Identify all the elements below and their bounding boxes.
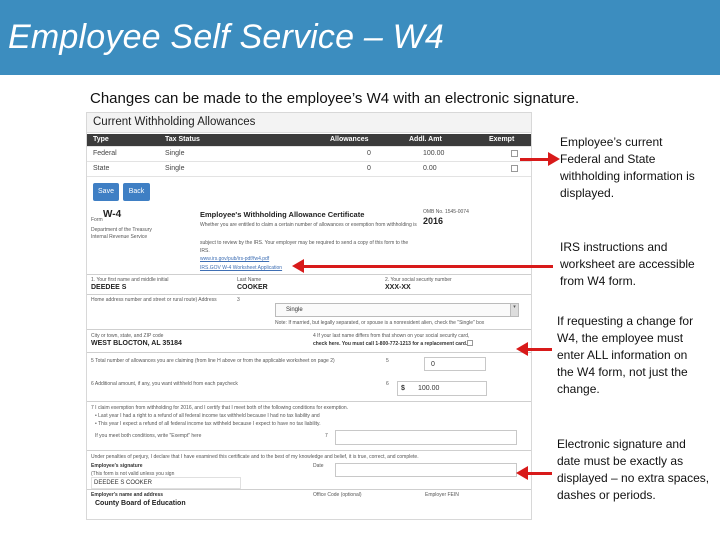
- employer-label: Employer's name and address: [91, 492, 164, 498]
- lastname-diff-line2: check here. You must call 1-800-772-1213 for a replacement card.: [313, 341, 468, 347]
- additional-amount-value: 100.00: [418, 385, 440, 392]
- address-label: Home address number and street or rural route) Address: [91, 297, 217, 303]
- callout-line: enter ALL information on: [557, 348, 688, 362]
- callout-line: withholding information is: [560, 169, 695, 183]
- perjury-statement: Under penalties of perjury, I declare that I have examined this certificate and to the best of my knowledge and belief, it is true, correct, and complete.: [91, 454, 419, 460]
- col-addl-amt: Addl. Amt: [409, 136, 442, 143]
- line7-condition-a: • Last year I had a right to a refund of all federal income tax withheld because I had no tax liability and: [95, 413, 320, 419]
- row-allowances: 0: [367, 165, 371, 172]
- intro-line3: IRS.: [200, 248, 210, 254]
- row-status: Single: [165, 165, 185, 172]
- row-type: State: [93, 165, 110, 172]
- signature-value: DEEDEE S COOKER: [94, 480, 153, 486]
- ssn-value: XXX-XX: [385, 284, 411, 291]
- callout-line: from W4 form.: [560, 274, 637, 288]
- address-number: 3: [237, 297, 240, 303]
- callout-irs: [560, 239, 695, 290]
- arrow-1-line: [520, 158, 550, 161]
- name-label: 1. Your first name and middle initial: [91, 277, 169, 283]
- save-button[interactable]: Save: [93, 183, 119, 201]
- form-label: Form: [91, 217, 103, 223]
- lastname-diff-line1: 4 If your last name differs from that shown on your social security card,: [313, 333, 470, 339]
- withholding-panel-title: Current Withholding Allowances: [93, 116, 256, 128]
- form-number: W-4: [103, 209, 122, 220]
- line6-text: 6 Additional amount, if any, you want withheld from each paycheck: [91, 381, 238, 387]
- dept-line2: Internal Revenue Service: [91, 234, 148, 240]
- line7-condition-b: • This year I expect a refund of all federal income tax withheld because I expect to have no tax liability.: [95, 421, 321, 427]
- allowances-value: 0: [431, 361, 435, 368]
- row-addl: 100.00: [423, 150, 445, 157]
- line5-text: 5 Total number of allowances you are claiming (from line H above or from the applicable worksheet on page 2): [91, 358, 335, 364]
- col-tax-status: Tax Status: [165, 136, 200, 143]
- arrow-2-line: [303, 265, 553, 268]
- ssn-label: 2. Your social security number: [385, 277, 452, 283]
- intro-line1: Whether you are entitled to claim a certain number of allowances or exemption from withholding is: [200, 222, 417, 228]
- line5-number: 5: [386, 358, 389, 364]
- line7-number: 7: [325, 433, 328, 439]
- line6-number: 6: [386, 381, 389, 387]
- callout-line: worksheet are accessible: [560, 257, 695, 271]
- callout-line: Federal and State: [560, 152, 656, 166]
- city-value[interactable]: WEST BLOCTON, AL 35184: [91, 340, 182, 347]
- filing-note: Note: If married, but legally separated, or spouse is a nonresident alien, check the "Single" box: [275, 320, 485, 326]
- callout-line: displayed – no extra spaces,: [557, 471, 710, 485]
- row-addl: 0.00: [423, 165, 437, 172]
- back-button[interactable]: Back: [123, 183, 150, 201]
- callout-line: IRS instructions and: [560, 240, 668, 254]
- certificate-title: Employee's Withholding Allowance Certificate: [200, 210, 365, 219]
- employer-fein-label: Employer FEIN: [425, 492, 459, 498]
- city-label: City or town, state, and ZIP code: [91, 333, 164, 339]
- slide-subtitle: Changes can be made to the employee’s W4 with an electronic signature.: [90, 90, 580, 107]
- signature-hint: (This form is not valid unless you sign: [91, 471, 175, 477]
- form-year: 2016: [423, 216, 444, 226]
- row-type: Federal: [93, 150, 117, 157]
- callout-withholding: [560, 134, 695, 202]
- dept-line1: Department of the Treasury: [91, 227, 152, 233]
- slide-title: Employee Self Service – W4: [8, 18, 445, 56]
- callout-line: W4, the employee must: [557, 331, 684, 345]
- employer-value: County Board of Education: [95, 500, 186, 507]
- currency-symbol: $: [401, 385, 405, 392]
- callout-signature: [557, 436, 709, 504]
- irs-worksheet-link[interactable]: IRS.GOV W-4 Worksheet Application: [200, 265, 283, 271]
- callout-change: [557, 313, 693, 398]
- callout-line: If requesting a change for: [557, 314, 694, 328]
- callout-line: Electronic signature and: [557, 437, 686, 451]
- date-label: Date: [313, 463, 324, 469]
- arrow-2-head: [292, 259, 304, 273]
- callout-line: dashes or periods.: [557, 488, 656, 502]
- first-name-value[interactable]: DEEDEE S: [91, 284, 127, 291]
- row-status: Single: [165, 150, 185, 157]
- irs-pdf-link[interactable]: www.irs.gov/pub/irs-pdf/fw4.pdf: [200, 256, 270, 262]
- signature-label: Employee's signature: [91, 463, 143, 469]
- arrow-4-head: [516, 466, 528, 480]
- last-name-value[interactable]: COOKER: [237, 284, 268, 291]
- line7-exempt-text: If you meet both conditions, write "Exempt" here: [95, 433, 202, 439]
- callout-line: displayed.: [560, 186, 615, 200]
- row-allowances: 0: [367, 150, 371, 157]
- arrow-3-line: [527, 348, 552, 351]
- col-exempt: Exempt: [489, 136, 515, 143]
- chevron-down-icon: ▾: [510, 304, 518, 316]
- intro-line2: subject to review by the IRS. Your employer may be required to send a copy of this form to the: [200, 240, 409, 246]
- col-allowances: Allowances: [330, 136, 369, 143]
- callout-line: the W4 form, not just the: [557, 365, 688, 379]
- arrow-3-head: [516, 342, 528, 356]
- callout-line: change.: [557, 382, 600, 396]
- callout-line: date must be exactly as: [557, 454, 684, 468]
- callout-line: Employee’s current: [560, 135, 663, 149]
- omb-number: OMB No. 1545-0074: [423, 209, 469, 215]
- line7-text: 7 I claim exemption from withholding for 2016, and I certify that I meet both of the following conditions for exemption.: [91, 405, 349, 411]
- office-code-label: Office Code (optional): [313, 492, 362, 498]
- last-name-label: Last Name: [237, 277, 262, 283]
- filing-status-value: Single: [286, 307, 303, 313]
- arrow-1-head: [548, 152, 560, 166]
- col-type: Type: [93, 136, 109, 143]
- arrow-4-line: [527, 472, 552, 475]
